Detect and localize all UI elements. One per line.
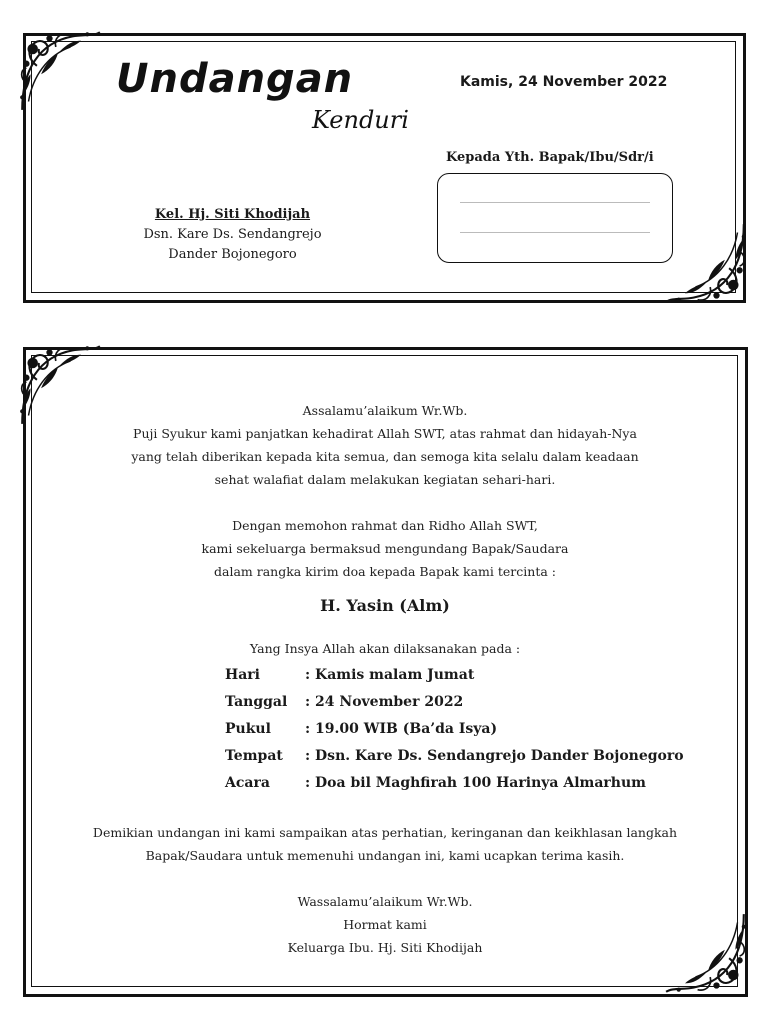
closing-paragraph bbox=[60, 821, 710, 867]
invitation-subtitle: Kenduri bbox=[312, 106, 409, 134]
invite-line: kami sekeluarga bermaksud mengundang Bapak/Saudara bbox=[201, 541, 569, 556]
detail-value: : Dsn. Kare Ds. Sendangrejo Dander Bojonegoro bbox=[305, 747, 684, 764]
detail-value: : 19.00 WIB (Ba’da Isya) bbox=[305, 720, 498, 737]
floral-corner-ornament-icon bbox=[664, 222, 748, 306]
envelope-card bbox=[0, 0, 768, 320]
floral-corner-ornament-icon bbox=[18, 28, 102, 112]
invite-line: dalam rangka kirim doa kepada Bapak kami tercinta : bbox=[214, 564, 556, 579]
invitation-title: Undangan bbox=[116, 56, 354, 102]
detail-row-event bbox=[225, 769, 684, 796]
address-line bbox=[460, 232, 650, 233]
detail-value: : Doa bil Maghfirah 100 Harinya Almarhum bbox=[305, 774, 646, 791]
recipient-label: Kepada Yth. Bapak/Ibu/Sdr/i bbox=[446, 150, 654, 165]
detail-value: : Kamis malam Jumat bbox=[305, 666, 475, 683]
detail-value: : 24 November 2022 bbox=[305, 693, 464, 710]
intro-line: Puji Syukur kami panjatkan kehadirat Allah SWT, atas rahmat dan hidayah-Nya bbox=[133, 426, 637, 441]
sender-address-line1: Dsn. Kare Ds. Sendangrejo bbox=[143, 227, 322, 242]
address-line bbox=[460, 202, 650, 203]
event-details bbox=[225, 661, 684, 796]
schedule-intro: Yang Insya Allah akan dilaksanakan pada : bbox=[249, 641, 521, 656]
detail-row-date bbox=[225, 688, 684, 715]
detail-label: Hari bbox=[225, 666, 260, 683]
invite-paragraph bbox=[60, 514, 710, 583]
detail-row-day bbox=[225, 661, 684, 688]
letter-card bbox=[0, 330, 768, 1024]
sender-address-line2: Dander Bojonegoro bbox=[168, 247, 297, 262]
detail-row-place bbox=[225, 742, 684, 769]
signoff-family: Keluarga Ibu. Hj. Siti Khodijah bbox=[287, 940, 483, 955]
detail-label: Pukul bbox=[225, 720, 271, 737]
intro-line: sehat walafiat dalam melakukan kegiatan sehari-hari. bbox=[214, 472, 556, 487]
intro-line: yang telah diberikan kepada kita semua, dan semoga kita selalu dalam keadaan bbox=[131, 449, 639, 464]
honoree-name: H. Yasin (Alm) bbox=[320, 596, 450, 615]
closing-line: Bapak/Saudara untuk memenuhi undangan ini, kami ucapkan terima kasih. bbox=[145, 848, 625, 863]
invite-line: Dengan memohon rahmat dan Ridho Allah SWT, bbox=[232, 518, 538, 533]
detail-row-time bbox=[225, 715, 684, 742]
sender-block bbox=[110, 205, 355, 265]
closing-line: Demikian undangan ini kami sampaikan atas perhatian, keringanan dan keikhlasan langkah bbox=[92, 825, 678, 840]
detail-label: Tempat bbox=[225, 747, 283, 764]
signoff-block bbox=[60, 890, 710, 959]
signoff-salam: Wassalamu’alaikum Wr.Wb. bbox=[297, 894, 473, 909]
recipient-address-box bbox=[437, 173, 673, 263]
event-date: Kamis, 24 November 2022 bbox=[460, 74, 668, 90]
detail-label: Acara bbox=[225, 774, 270, 791]
sender-name: Kel. Hj. Siti Khodijah bbox=[154, 207, 311, 222]
signoff-regards: Hormat kami bbox=[343, 917, 427, 932]
intro-paragraph bbox=[60, 422, 710, 491]
letter-greeting: Assalamu’alaikum Wr.Wb. bbox=[302, 403, 468, 418]
detail-label: Tanggal bbox=[225, 693, 288, 710]
